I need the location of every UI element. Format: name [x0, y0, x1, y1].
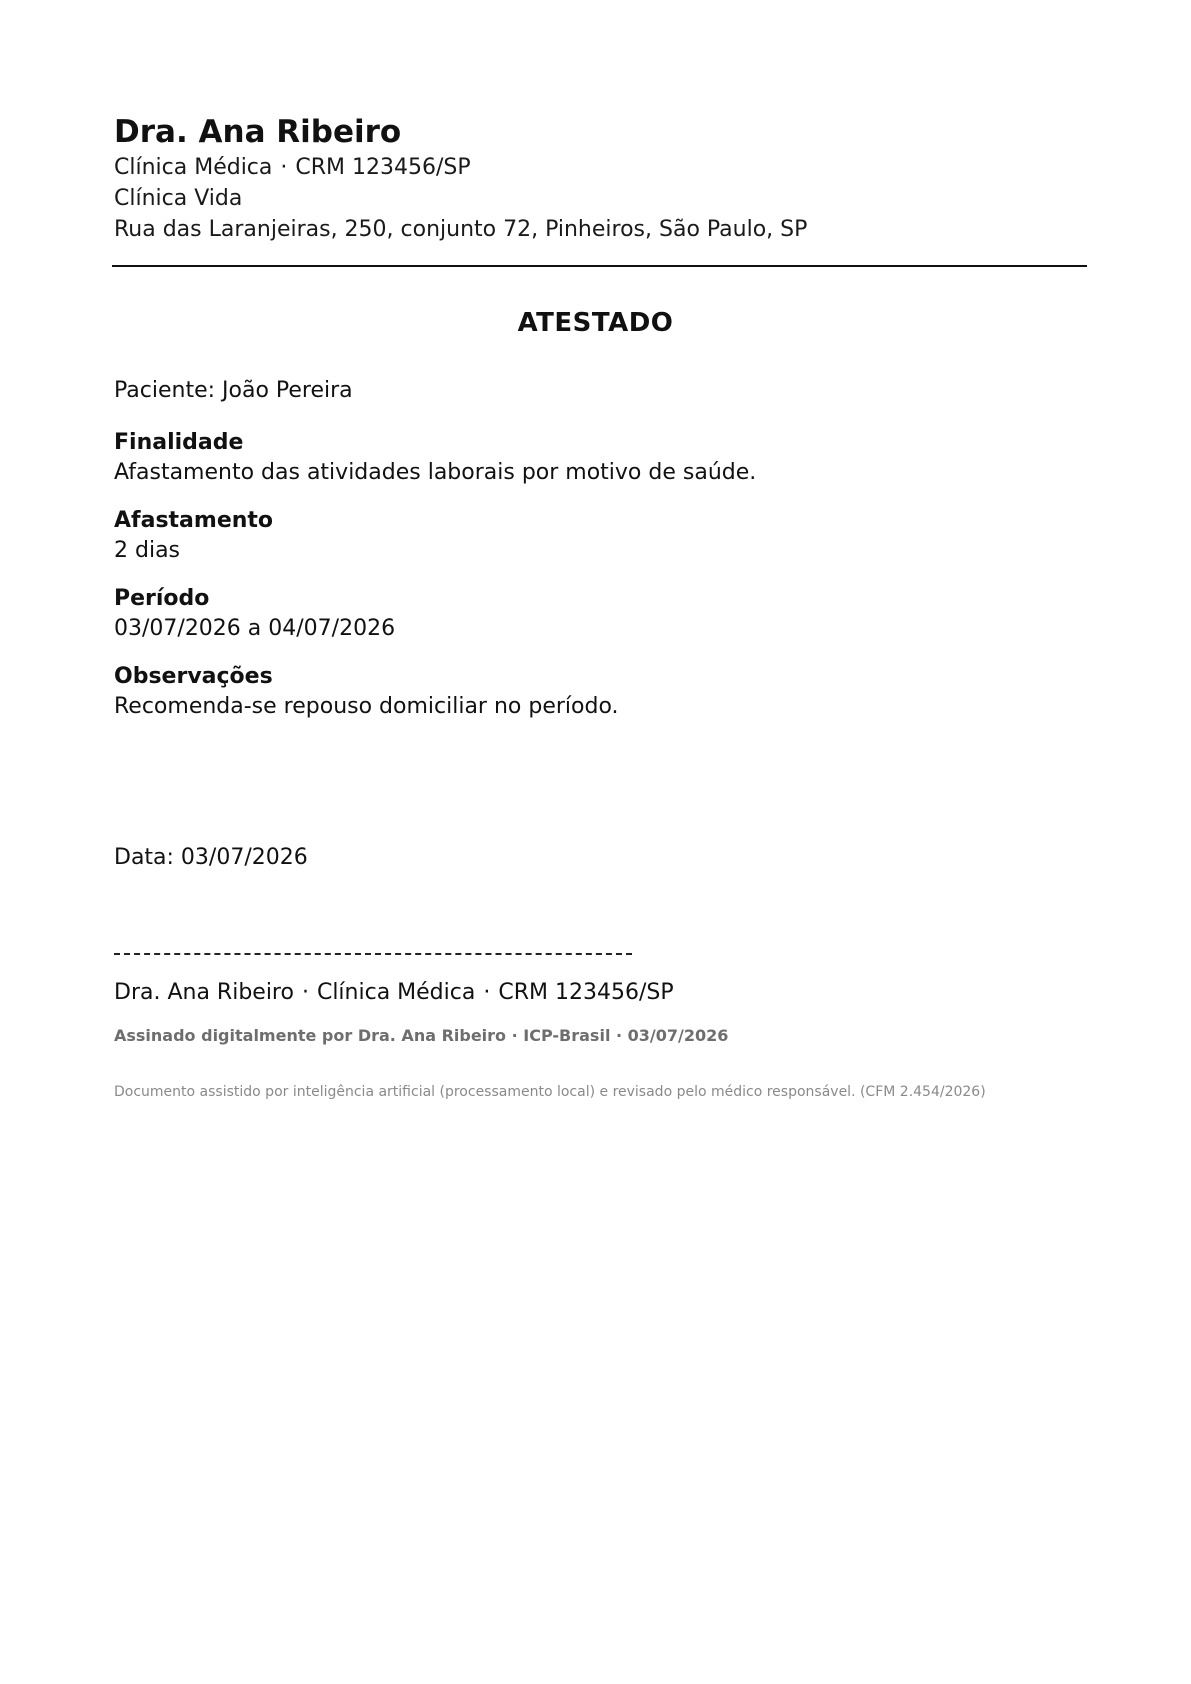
signer-specialty: Clínica Médica: [316, 980, 476, 1005]
clinic-name: Clínica Vida: [114, 186, 243, 211]
header-divider: [112, 265, 1087, 267]
doctor-name: Dra. Ana Ribeiro: [114, 114, 402, 150]
digital-signature-note: Assinado digitalmente por Dra. Ana Ribeiro · ICP-Brasil · 03/07/2026: [114, 1026, 729, 1045]
section-title: Afastamento: [114, 508, 274, 533]
section-observacoes: [114, 662, 1088, 722]
document-body: [114, 376, 1088, 740]
specialty: Clínica Médica: [114, 155, 273, 180]
section-text: Recomenda-se repouso domiciliar no período.: [114, 694, 619, 719]
section-afastamento: [114, 506, 1088, 566]
section-finalidade: [114, 428, 1088, 488]
signature-block: [114, 978, 674, 1008]
section-title: Finalidade: [114, 430, 244, 455]
crm-number: CRM 123456/SP: [295, 155, 471, 180]
document-title: ATESTADO: [517, 308, 674, 338]
signature-line: [114, 953, 632, 955]
section-text: 03/07/2026 a 04/07/2026: [114, 616, 396, 641]
signer-name: Dra. Ana Ribeiro: [114, 980, 294, 1005]
patient-line: Paciente: João Pereira: [114, 378, 353, 403]
specialty-crm-line: [114, 152, 1088, 183]
section-title: Período: [114, 586, 210, 611]
separator-dot: ·: [301, 980, 309, 1005]
section-title: Observações: [114, 664, 273, 689]
section-text: 2 dias: [114, 538, 181, 563]
separator-dot: ·: [483, 980, 491, 1005]
ai-disclaimer: Documento assistido por inteligência artificial (processamento local) e revisado pelo médico responsável. (CFM 2.454/2026): [114, 1084, 986, 1100]
separator-dot: ·: [280, 155, 288, 180]
signer-crm: CRM 123456/SP: [498, 980, 674, 1005]
section-text: Afastamento das atividades laborais por motivo de saúde.: [114, 460, 757, 485]
letterhead: [114, 112, 1088, 245]
section-periodo: [114, 584, 1088, 644]
document-date: Data: 03/07/2026: [114, 845, 308, 870]
clinic-address: Rua das Laranjeiras, 250, conjunto 72, Pinheiros, São Paulo, SP: [114, 217, 808, 242]
